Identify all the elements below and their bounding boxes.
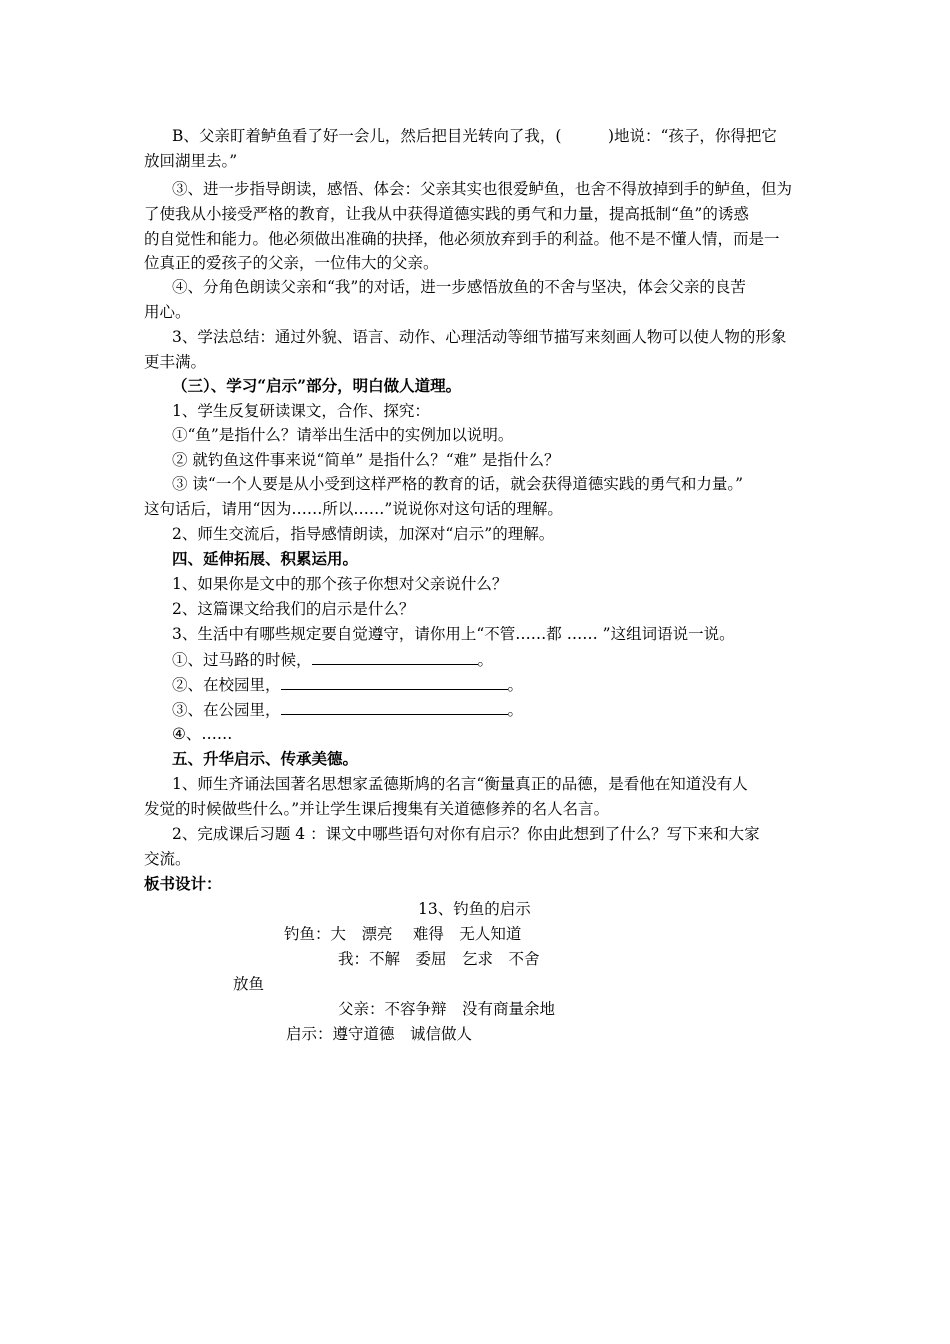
board-line: 我：不解 委屈 乞求 不舍 xyxy=(338,950,540,968)
fill-blank-line xyxy=(172,648,493,672)
fill-blank-line xyxy=(172,698,523,722)
board-line: 启示：遵守道德 诚信做人 xyxy=(286,1025,473,1043)
paragraph-line: 1、师生齐诵法国著名思想家孟德斯鸠的名言“衡量真正的品德，是看他在知道没有人 xyxy=(172,775,748,793)
blank-underline xyxy=(312,648,478,665)
paragraph-line: 了使我从小接受严格的教育，让我从中获得道德实践的勇气和力量，提高抵制“鱼”的诱惑 xyxy=(144,205,749,223)
fill-blank-line: ④、…… xyxy=(172,725,233,743)
question-line: ② 就钓鱼这件事来说“简单” 是指什么？“难” 是指什么？ xyxy=(172,451,560,469)
section-heading: 五、升华启示、传承美德。 xyxy=(172,749,359,768)
fill-blank-end: 。 xyxy=(507,676,524,694)
fill-blank-label: ②、在校园里， xyxy=(172,676,281,694)
paragraph-line: 更丰满。 xyxy=(144,353,207,371)
question-line: 这句话后，请用“因为……所以……”说说你对这句话的理解。 xyxy=(144,500,563,518)
paragraph-line: ③、进一步指导朗读，感悟、体会：父亲其实也很爱鲈鱼，也舍不得放掉到手的鲈鱼，但为 xyxy=(172,180,793,198)
paragraph-line: ④、分角色朗读父亲和“我”的对话，进一步感悟放鱼的不舍与坚决，体会父亲的良苦 xyxy=(172,278,746,296)
fill-blank-label: ③、在公园里， xyxy=(172,701,281,719)
board-line: 父亲：不容争辩 没有商量余地 xyxy=(338,1000,556,1018)
paragraph-line: 发觉的时候做些什么。”并让学生课后搜集有关道德修养的名人名言。 xyxy=(144,800,610,818)
board-design-heading: 板书设计： xyxy=(144,874,222,893)
fill-blank-end: 。 xyxy=(477,651,494,669)
fill-blank-label: ①、过马路的时候， xyxy=(172,651,312,669)
paragraph-line: 3、学法总结：通过外貌、语言、动作、心理活动等细节描写来刻画人物可以使人物的形象 xyxy=(172,328,787,346)
paragraph-line: 1、学生反复研读课文，合作、探究： xyxy=(172,402,430,420)
section-heading: （三）、学习“启示”部分，明白做人道理。 xyxy=(172,376,462,395)
board-title: 13、钓鱼的启示 xyxy=(418,900,531,918)
paragraph-line: 3、生活中有哪些规定要自觉遵守，请你用上“不管……都 …… ”这组词语说一说。 xyxy=(172,625,735,643)
fill-blank-line xyxy=(172,673,523,697)
paragraph-line: B、父亲盯着鲈鱼看了好一会儿，然后把目光转向了我，( )地说：“孩子，你得把它 xyxy=(172,127,777,145)
paragraph-line: 用心。 xyxy=(144,303,191,321)
paragraph-line: 位真正的爱孩子的父亲，一位伟大的父亲。 xyxy=(144,254,439,272)
paragraph-line: 2、师生交流后，指导感情朗读，加深对“启示”的理解。 xyxy=(172,525,555,543)
board-line: 放鱼 xyxy=(233,975,265,993)
board-line: 钓鱼：大 漂亮 难得 无人知道 xyxy=(284,925,522,943)
paragraph-line: 1、如果你是文中的那个孩子你想对父亲说什么？ xyxy=(172,575,508,593)
paragraph-line: 2、这篇课文给我们的启示是什么？ xyxy=(172,600,415,618)
paragraph-line: 2、完成课后习题 4 ：课文中哪些语句对你有启示？你由此想到了什么？写下来和大家 xyxy=(172,825,760,843)
section-heading: 四、延伸拓展、积累运用。 xyxy=(172,549,359,568)
paragraph-line: 放回湖里去。” xyxy=(144,152,238,170)
blank-underline xyxy=(281,673,508,690)
question-line: ③ 读“一个人要是从小受到这样严格的教育的话，就会获得道德实践的勇气和力量。” xyxy=(172,475,744,493)
paragraph-line: 的自觉性和能力。他必须做出准确的抉择，他必须放弃到手的利益。他不是不懂人情，而是一 xyxy=(144,230,780,248)
question-line: ①“鱼”是指什么？请举出生活中的实例加以说明。 xyxy=(172,426,514,444)
fill-blank-end: 。 xyxy=(507,701,524,719)
paragraph-line: 交流。 xyxy=(144,850,191,868)
blank-underline xyxy=(281,698,508,715)
